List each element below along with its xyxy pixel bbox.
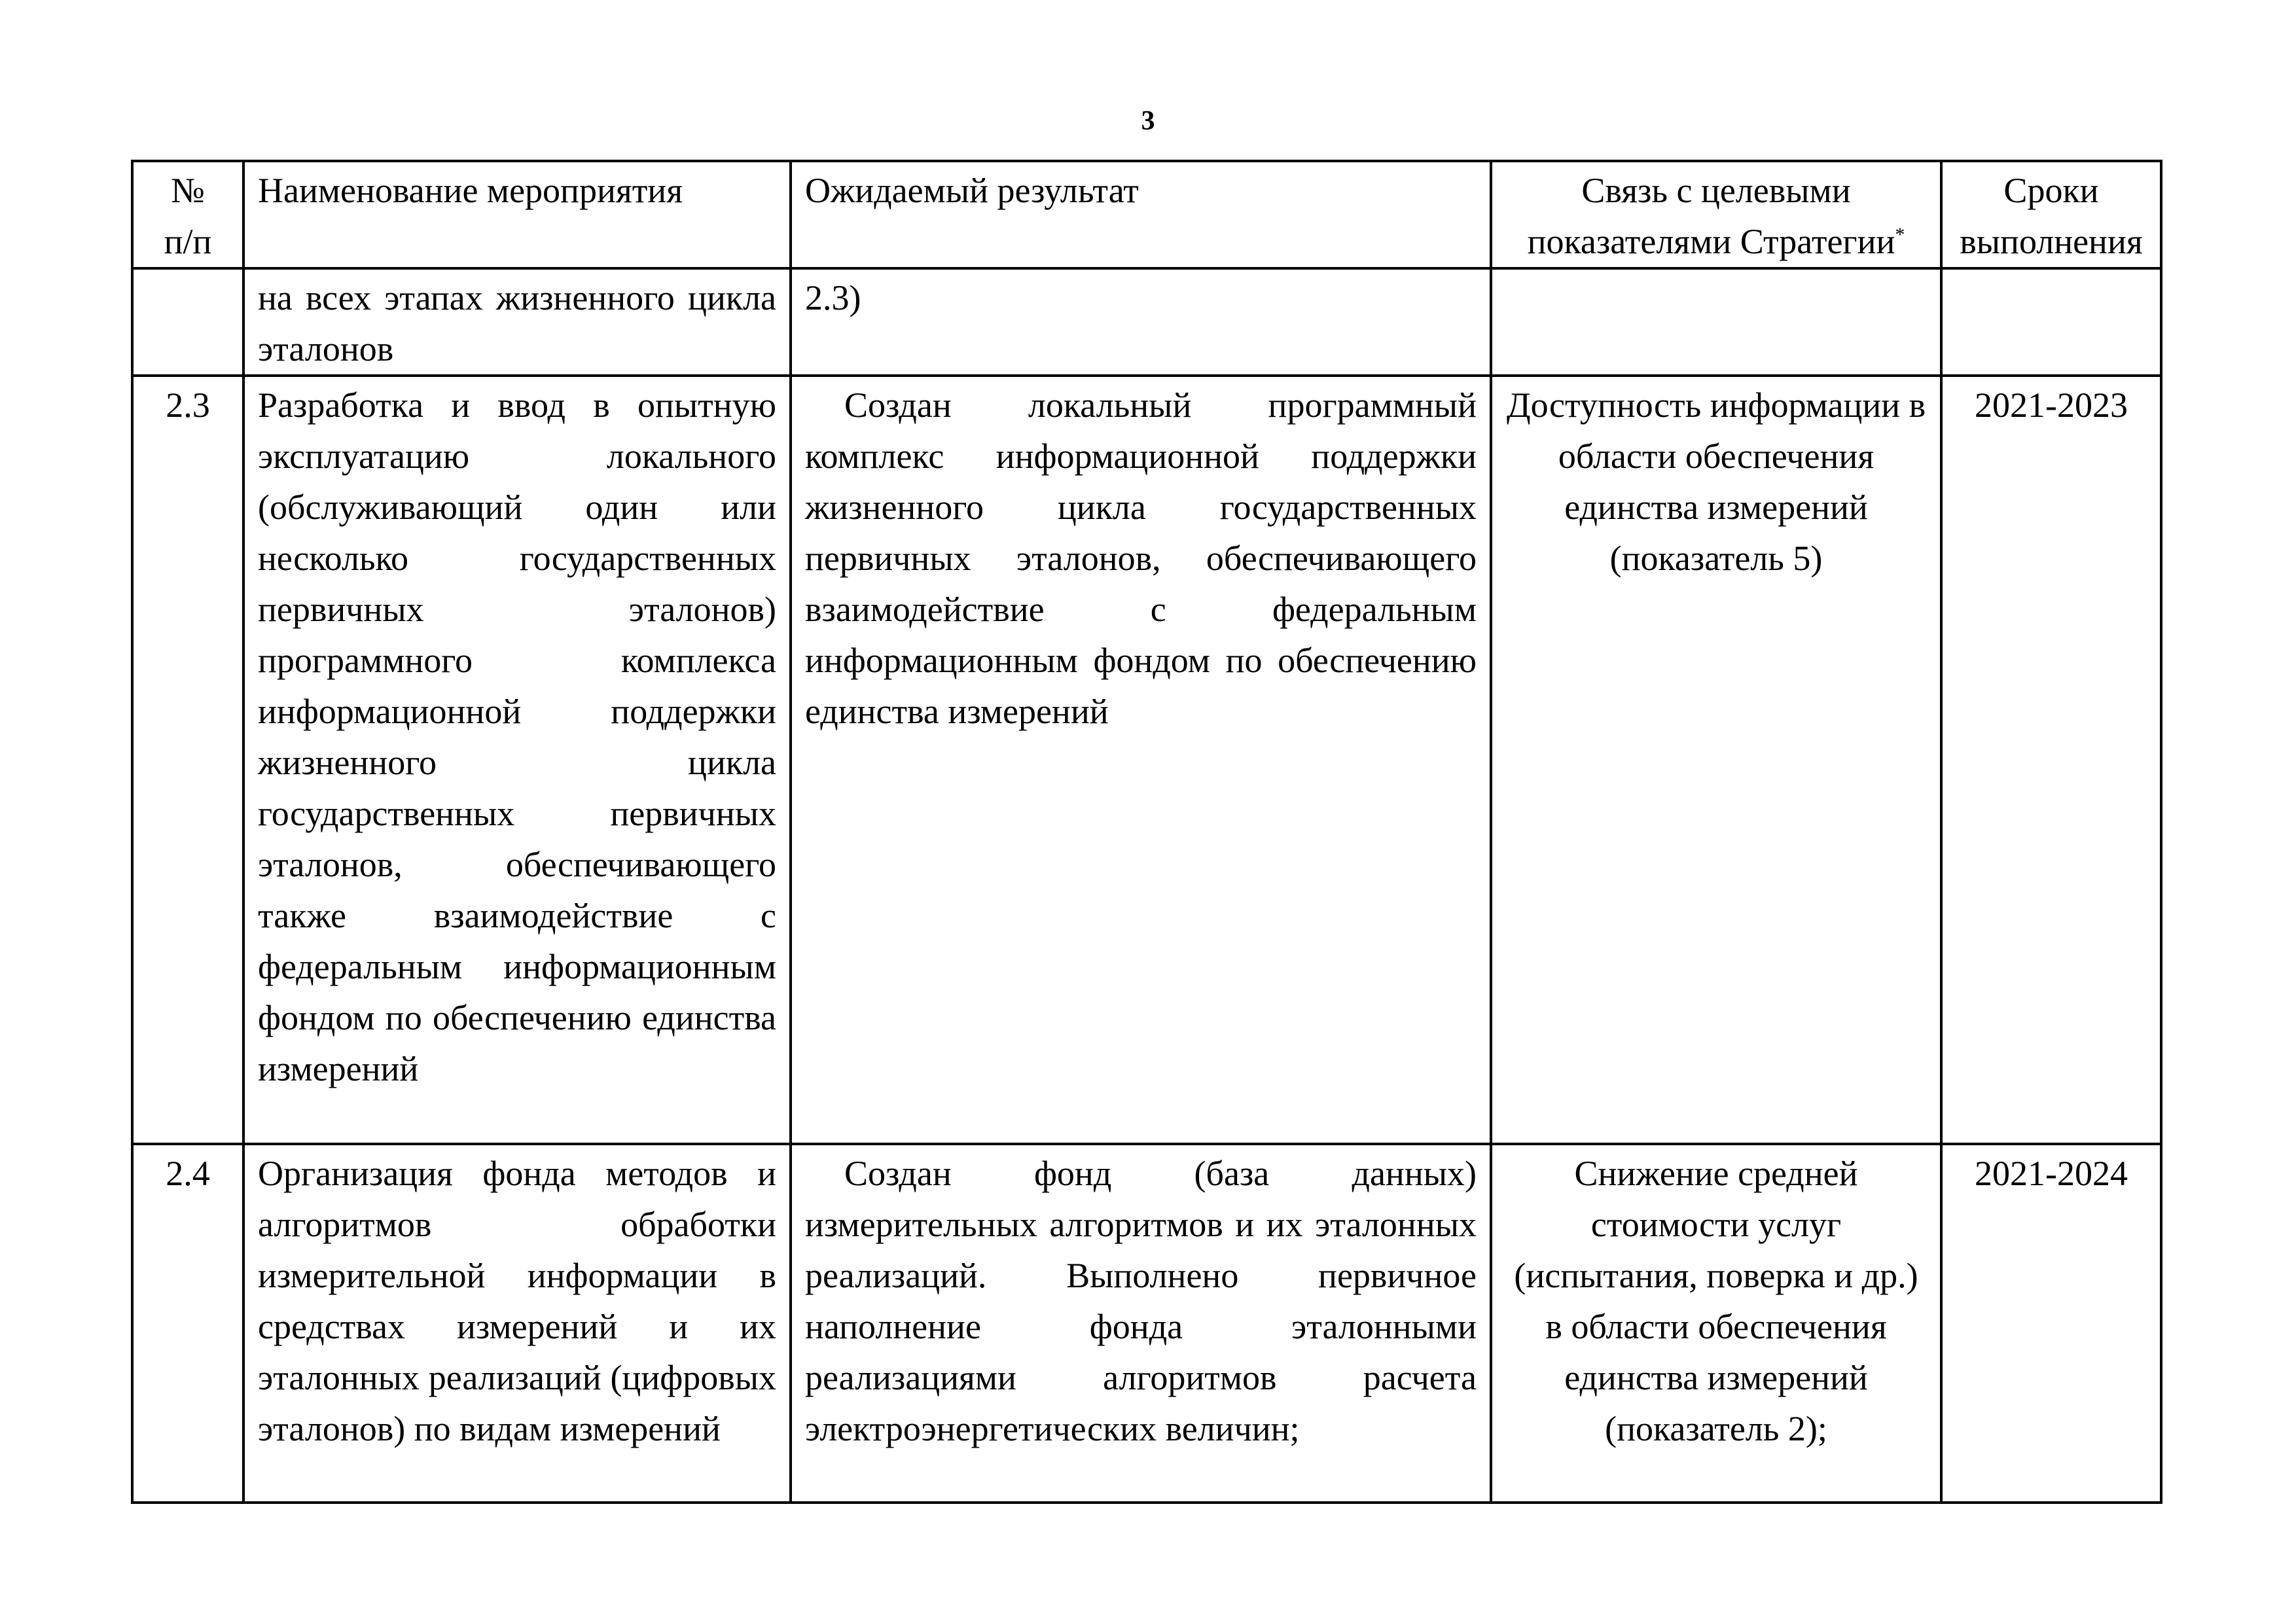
header-number-abbr: п/п [164, 222, 212, 261]
table-row [132, 1144, 2161, 1503]
header-name: Наименование мероприятия [243, 161, 791, 268]
row-term: 2021-2024 [1941, 1144, 2161, 1503]
row-number: 2.3 [132, 376, 243, 1144]
row-name: на всех этапах жизненного цикла эталонов [243, 268, 791, 376]
row-result: Создан фонд (база данных) измерительных алгоритмов и их эталонных реализаций. Выполнено первичное наполнение фонда эталонными реализациями алгоритмов расчета электроэнергетических величин; [791, 1144, 1491, 1503]
page-number: 3 [1141, 106, 1155, 136]
row-number: 2.4 [132, 1144, 243, 1503]
header-number-symbol: № [171, 171, 205, 210]
table-row [132, 268, 2161, 376]
header-link-text: Связь с целевыми показателями Стратегии [1527, 171, 1895, 261]
row-name: Разработка и ввод в опытную эксплуатацию локального (обслуживающий один или несколько государственных первичных эталонов) программного комплекса информационной поддержки жизненного цикла государственных первичных эталонов, обеспечивающего также взаимодействие с федеральным информационным фондом по обеспечению единства измерений [243, 376, 791, 1144]
header-term: Сроки выполнения [1941, 161, 2161, 268]
row-number [132, 268, 243, 376]
row-link: Доступность информации в области обеспечения единства измерений (показатель 5) [1491, 376, 1941, 1144]
table-row [132, 376, 2161, 1144]
row-name: Организация фонда методов и алгоритмов обработки измерительной информации в средствах измерений и их эталонных реализаций (цифровых эталонов) по видам измерений [243, 1144, 791, 1503]
header-result: Ожидаемый результат [791, 161, 1491, 268]
row-link: Снижение средней стоимости услуг (испытания, поверка и др.) в области обеспечения единства измерений (показатель 2); [1491, 1144, 1941, 1503]
header-link [1491, 161, 1941, 268]
footnote-mark: * [1895, 224, 1905, 245]
row-link [1491, 268, 1941, 376]
row-result: Создан локальный программный комплекс информационной поддержки жизненного цикла государственных первичных эталонов, обеспечивающего взаимодействие с федеральным информационным фондом по обеспечению единства измерений [791, 376, 1491, 1144]
header-number [132, 161, 243, 268]
row-result: 2.3) [791, 268, 1491, 376]
row-term [1941, 268, 2161, 376]
row-term: 2021-2023 [1941, 376, 2161, 1144]
measures-table [131, 160, 2162, 1504]
table-header-row [132, 161, 2161, 268]
